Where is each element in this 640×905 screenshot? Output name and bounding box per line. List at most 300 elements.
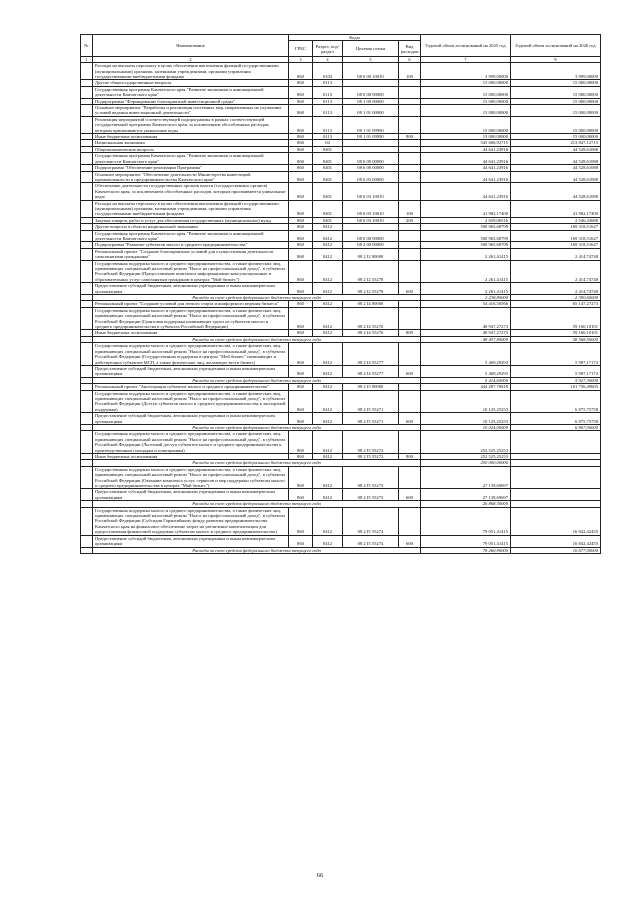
note-amount-2025: 10 024,00000 <box>421 424 511 430</box>
table-row <box>81 183 601 200</box>
amount-2026: 5 987,17172 <box>511 365 601 377</box>
grbs-code: 860 <box>289 183 313 200</box>
expense-type-code <box>399 183 421 200</box>
table-row <box>81 307 601 330</box>
amount-2025: 15 000,00000 <box>421 80 511 86</box>
grbs-code: 860 <box>289 384 313 390</box>
razdel-code: 0412 <box>313 454 343 460</box>
note-amount-2025: 48 457,80000 <box>421 336 511 342</box>
expense-type-code: 200 <box>399 217 421 223</box>
target-article-code: 08 2 I5 55273 <box>343 466 399 489</box>
note-amount-2025: 78 260,90000 <box>421 547 511 553</box>
note-amount-2026: 6 807,00000 <box>511 424 601 430</box>
note-amount-2025: 2 238,80000 <box>421 295 511 301</box>
amount-2025: 10 125,25253 <box>421 390 511 413</box>
row-num-cell <box>81 105 93 117</box>
grbs-code: 860 <box>289 466 313 489</box>
item-name: Основное мероприятие "Обеспечение деятельности Министерства инвестиций, промышленности и предпринимательства Камчатского края" <box>93 171 289 183</box>
col-number: 6 <box>399 57 421 63</box>
target-article-code: 08 6 03 10010 <box>343 183 399 200</box>
expense-type-code <box>399 171 421 183</box>
grbs-code: 860 <box>289 171 313 183</box>
note-amount-2026: 5 927,30000 <box>511 377 601 383</box>
row-num-cell <box>81 63 93 80</box>
grbs-code: 860 <box>289 200 313 217</box>
amount-2026: 15 000,00000 <box>511 105 601 117</box>
target-article-code: 08 2 I2 00000 <box>343 248 399 260</box>
amount-2025: 500 965,68799 <box>421 242 511 248</box>
amount-2025: 41 982,17400 <box>421 200 511 217</box>
razdel-code: 0401 <box>313 165 343 171</box>
razdel-code: 0412 <box>313 489 343 501</box>
item-name: Государственная поддержка малого и среднего предпринимательства, а также физических лиц, применяющих специальный налоговый режим "Налог на профессиональный доход", в субъектах Российской Федерации (Доступ субъектов малого и среднего предпринимательства к экспортной поддержке) <box>93 390 289 413</box>
target-article-code: 08 2 I5 55274 <box>343 507 399 535</box>
target-article-code: 08 2 I4 55276 <box>343 307 399 330</box>
note-amount-2026: 2 390,60000 <box>511 295 601 301</box>
razdel-code: 0412 <box>313 260 343 283</box>
item-name: Иные бюджетные ассигнования <box>93 454 289 460</box>
item-name: Государственная поддержка малого и среднего предпринимательства, а также физических лиц, применяющих специальный налоговый режим "Налог на профессиональный доход", в субъектах Российской Федерации (Государственная поддержка в центрах "Мой бизнес" начинающих и действующих субъектов МСП, а также физических лиц, желающих вести бизнес) <box>93 343 289 366</box>
razdel-code: 0113 <box>313 105 343 117</box>
grbs-code: 860 <box>289 431 313 454</box>
amount-2026: 15 000,00000 <box>511 134 601 140</box>
razdel-code: 0113 <box>313 98 343 104</box>
table-row <box>81 105 601 117</box>
item-name: Подпрограмма "Развитие субъектов малого и среднего предпринимательства" <box>93 242 289 248</box>
grbs-code: 860 <box>289 146 313 152</box>
target-article-code: 08 2 I4 55277 <box>343 343 399 366</box>
item-name: Государственная программа Камчатского края "Развитие экономики и инновационной деятельности Камчатского края" <box>93 153 289 165</box>
row-num-cell <box>81 183 93 200</box>
item-name: Государственная поддержка малого и среднего предпринимательства, а также физических лиц, применяющих специальный налоговый режим "Налог на профессиональный доход", в субъектах Российской Федерации (Предоставление комплекса информационно-консультационных и образовательных услуг самозанятым гражданам в центрах "Мой бизнес") <box>93 260 289 283</box>
amount-2025: 44 641,23916 <box>421 171 511 183</box>
amount-2025: 44 641,23916 <box>421 153 511 165</box>
amount-2025: 500 965,68799 <box>421 224 511 230</box>
item-name: Государственная программа Камчатского края "Развитие экономики и инновационной деятельности Камчатского края" <box>93 230 289 242</box>
row-num-cell <box>81 230 93 242</box>
target-article-code: 08 2 I5 55271 <box>343 413 399 425</box>
table-row <box>81 63 601 80</box>
razdel-code: 0412 <box>313 230 343 242</box>
amount-2025: 79 051,41415 <box>421 535 511 547</box>
table-row <box>81 466 601 489</box>
col-num-header: № <box>81 35 93 57</box>
razdel-code: 0412 <box>313 365 343 377</box>
note-amount-2025: 250 000,00000 <box>421 460 511 466</box>
grbs-code: 860 <box>289 390 313 413</box>
col-grbs-header: ГРБС <box>289 41 313 57</box>
item-name: Региональный проект "Создание благоприятных условий для осуществления деятельности самозанятыми гражданами" <box>93 248 289 260</box>
target-article-code: 08 2 I2 55278 <box>343 283 399 295</box>
item-name: Реализация мероприятий соответствующей подпрограммы в рамках соответствующей государственной программы Камчатского края, за исключением обособленных расходов, которым присваиваются уникальные коды <box>93 116 289 133</box>
budget-sheet <box>80 34 600 554</box>
item-name: Государственная поддержка малого и среднего предпринимательства, а также физических лиц, применяющих специальный налоговый режим "Налог на профессиональный доход", в субъектах Российской Федерации (Грантовая поддержка начинающих групп из субъектов малого и среднего предпринимательства в субъектах Российской Федерации) <box>93 307 289 330</box>
target-article-code: 08 1 01 00000 <box>343 105 399 117</box>
razdel-code: 0412 <box>313 384 343 390</box>
amount-2025: 444 287,76818 <box>421 384 511 390</box>
amount-2025: 27 139,69697 <box>421 489 511 501</box>
amount-2026: 6 875,75758 <box>511 390 601 413</box>
razdel-code: 0412 <box>313 242 343 248</box>
table-row <box>81 116 601 133</box>
amount-2026: 5 987,17172 <box>511 343 601 366</box>
row-num-cell <box>81 431 93 454</box>
target-article-code: 08 6 00 10010 <box>343 63 399 80</box>
row-num-cell <box>81 260 93 283</box>
expense-type-code: 600 <box>399 413 421 425</box>
expense-type-code <box>399 307 421 330</box>
target-article-code: 08 0 00 00000 <box>343 153 399 165</box>
target-article-code: 08 6 00 00000 <box>343 165 399 171</box>
item-name: Другие вопросы в области национальной экономики <box>93 224 289 230</box>
item-name: Иные бюджетные ассигнования <box>93 330 289 336</box>
amount-2025: 48 947,27273 <box>421 307 511 330</box>
grbs-code: 860 <box>289 230 313 242</box>
grbs-code: 860 <box>289 535 313 547</box>
row-num-cell <box>81 413 93 425</box>
table-row <box>81 200 601 217</box>
grbs-code: 860 <box>289 98 313 104</box>
expense-type-code: 800 <box>399 330 421 336</box>
amount-2025: 15 000,00000 <box>421 86 511 98</box>
amount-2026: 44 528,61088 <box>511 146 601 152</box>
amount-2026: 16 842,42455 <box>511 535 601 547</box>
table-row <box>81 230 601 242</box>
amount-2025: 10 125,25253 <box>421 413 511 425</box>
razdel-code: 0412 <box>313 330 343 336</box>
amount-2026: 15 000,00000 <box>511 116 601 133</box>
razdel-code: 0401 <box>313 200 343 217</box>
amount-2026: 169 318,51627 <box>511 242 601 248</box>
row-num-cell <box>81 365 93 377</box>
razdel-code: 0412 <box>313 224 343 230</box>
col-number: 1 <box>81 57 93 63</box>
col-vid-header: Вид расходов <box>399 41 421 57</box>
grbs-code: 860 <box>289 86 313 98</box>
table-row <box>81 365 601 377</box>
razdel-code: 04 <box>313 140 343 146</box>
grbs-code: 860 <box>289 217 313 223</box>
amount-2026: 101 756,49605 <box>511 384 601 390</box>
amount-2025: 48 947,27273 <box>421 330 511 336</box>
expense-type-code <box>399 153 421 165</box>
row-num-cell <box>81 248 93 260</box>
item-name: Закупка товаров, работ и услуг для обеспечения государственных (муниципальных) нужд <box>93 217 289 223</box>
row-num-cell <box>81 307 93 330</box>
item-name: Предоставление субсидий бюджетным, автономным учреждениям и иным некоммерческим организациям <box>93 283 289 295</box>
row-num-cell <box>81 283 93 295</box>
item-name: Подпрограмма "Формирование благоприятной инвестиционной среды" <box>93 98 289 104</box>
target-article-code: 08 6 03 10010 <box>343 200 399 217</box>
grbs-code: 860 <box>289 507 313 535</box>
expense-type-code: 600 <box>399 535 421 547</box>
grbs-code: 860 <box>289 140 313 146</box>
target-article-code: 08 6 03 00000 <box>343 171 399 183</box>
item-name: Предоставление субсидий бюджетным, автономным учреждениям и иным некоммерческим организациям <box>93 365 289 377</box>
razdel-code: 0113 <box>313 86 343 98</box>
note-text: Расходы за счет средств федерального бюджета текущего года <box>93 377 421 383</box>
row-num-cell <box>81 547 93 553</box>
amount-2025: 15 000,00000 <box>421 105 511 117</box>
col-number: 8 <box>511 57 601 63</box>
table-row <box>81 413 601 425</box>
razdel-code: 0412 <box>313 301 343 307</box>
target-article-code: 08 2 I5 55271 <box>343 390 399 413</box>
table-row <box>81 390 601 413</box>
target-article-code: 08 2 I4 55276 <box>343 330 399 336</box>
item-name: Предоставление субсидий бюджетным, автономным учреждениям и иным некоммерческим организациям <box>93 489 289 501</box>
col-number: 7 <box>421 57 511 63</box>
amount-2026: 2 414,74748 <box>511 248 601 260</box>
table-header <box>81 35 601 63</box>
amount-2025: 5 469,29293 <box>421 343 511 366</box>
target-article-code: 08 2 I5 55272 <box>343 454 399 460</box>
razdel-code: 0412 <box>313 248 343 260</box>
note-text: Расходы за счет средств федерального бюджета текущего года <box>93 501 421 507</box>
target-article-code: 08 1 01 09990 <box>343 116 399 133</box>
amount-2026: 213 847,12715 <box>511 140 601 146</box>
expense-type-code <box>399 431 421 454</box>
grbs-code: 860 <box>289 63 313 80</box>
amount-2026 <box>511 431 601 454</box>
grbs-code: 860 <box>289 307 313 330</box>
note-text: Расходы за счет средств федерального бюджета текущего года <box>93 424 421 430</box>
amount-2025: 3 999,00000 <box>421 63 511 80</box>
razdel-code: 0113 <box>313 80 343 86</box>
col-tselevaya-header: Целевая статья <box>343 41 399 57</box>
expense-type-code <box>399 248 421 260</box>
row-num-cell <box>81 343 93 366</box>
grbs-code: 860 <box>289 80 313 86</box>
table-row <box>81 535 601 547</box>
target-article-code: 08 2 I4 55277 <box>343 365 399 377</box>
razdel-code: 0412 <box>313 466 343 489</box>
grbs-code: 860 <box>289 260 313 283</box>
razdel-code: 0412 <box>313 535 343 547</box>
budget-table <box>80 34 601 554</box>
page-number: 66 <box>316 872 324 879</box>
expense-type-code <box>399 343 421 366</box>
razdel-code: 0113 <box>313 134 343 140</box>
item-name: Подпрограмма "Обеспечение реализации Программы" <box>93 165 289 171</box>
amount-2025: 545 606,92715 <box>421 140 511 146</box>
amount-2026: 3 999,00000 <box>511 63 601 80</box>
item-name: Иные бюджетные ассигнования <box>93 134 289 140</box>
amount-2026 <box>511 489 601 501</box>
expense-type-code: 100 <box>399 63 421 80</box>
razdel-code: 0412 <box>313 390 343 413</box>
expense-type-code <box>399 116 421 133</box>
razdel-code: 0412 <box>313 507 343 535</box>
razdel-code: 0401 <box>313 171 343 183</box>
amount-2026: 6 875,75758 <box>511 413 601 425</box>
grbs-code: 860 <box>289 116 313 133</box>
row-num-cell <box>81 200 93 217</box>
item-name: Региональный проект "Акселерация субъектов малого и среднего предпринимательства" <box>93 384 289 390</box>
grbs-code: 860 <box>289 248 313 260</box>
amount-2026: 2 414,74748 <box>511 283 601 295</box>
note-text: Расходы за счет средств федерального бюджета текущего года <box>93 547 421 553</box>
row-num-cell <box>81 153 93 165</box>
expense-type-code <box>399 466 421 489</box>
amount-2025: 2 261,41415 <box>421 248 511 260</box>
row-num-cell <box>81 489 93 501</box>
razdel-code: 0401 <box>313 153 343 165</box>
amount-2026: 15 000,00000 <box>511 86 601 98</box>
grbs-code: 860 <box>289 134 313 140</box>
target-article-code: 08 2 00 00000 <box>343 242 399 248</box>
target-article-code: 08 2 I5 00000 <box>343 384 399 390</box>
amount-2026: 41 982,17400 <box>511 200 601 217</box>
amount-2025: 44 641,23916 <box>421 146 511 152</box>
note-amount-2026: 58 568,50000 <box>511 336 601 342</box>
item-name: Региональный проект "Создание условий для легкого старта и комфортного ведения бизнеса" <box>93 301 289 307</box>
col-number: 4 <box>313 57 343 63</box>
amount-2026: 16 842,42455 <box>511 507 601 535</box>
razdel-code: 0412 <box>313 343 343 366</box>
item-name: Основное мероприятие "Разработка и реализация системных мер, направленных на улучшение условий ведения инвестиционной деятельности" <box>93 105 289 117</box>
item-name: Государственная поддержка малого и среднего предпринимательства, а также физических лиц, применяющих специальный налоговый режим "Налог на профессиональный доход", в субъектах Российской Федерации (Оказание комплекса услуг, сервисов и мер поддержки субъектам малого и среднего предпринимательства в центрах "Мой бизнес") <box>93 466 289 489</box>
expense-type-code <box>399 260 421 283</box>
table-row <box>81 283 601 295</box>
razdel-code: 0401 <box>313 217 343 223</box>
table-row <box>81 489 601 501</box>
target-article-code: 08 1 00 00000 <box>343 98 399 104</box>
amount-2025: 2 659,06516 <box>421 217 511 223</box>
codes-header: Коды <box>289 35 421 41</box>
row-num-cell <box>81 86 93 98</box>
grbs-code: 860 <box>289 153 313 165</box>
razdel-code: 0104 <box>313 63 343 80</box>
amount-2026: 44 528,61088 <box>511 183 601 200</box>
grbs-code: 860 <box>289 343 313 366</box>
grbs-code: 860 <box>289 165 313 171</box>
amount-2025: 54 416,50566 <box>421 301 511 307</box>
expense-type-code <box>399 86 421 98</box>
target-article-code: 08 2 I5 55272 <box>343 431 399 454</box>
amount-2025: 2 261,41415 <box>421 283 511 295</box>
table-row <box>81 343 601 366</box>
amount-2025: 252 525,25253 <box>421 431 511 454</box>
target-article-code: 08 2 I2 55278 <box>343 260 399 283</box>
amount-2026: 2 546,43688 <box>511 217 601 223</box>
col-name-header: Наименование <box>93 35 289 57</box>
federal-budget-note-row <box>81 547 601 553</box>
col-number: 3 <box>289 57 313 63</box>
amount-2026: 15 000,00000 <box>511 98 601 104</box>
note-amount-2025: 5 414,60000 <box>421 377 511 383</box>
expense-type-code: 600 <box>399 365 421 377</box>
expense-type-code <box>399 390 421 413</box>
item-name: Обеспечение деятельности государственных органов власти (государственных органов) Камчатского края, за исключением обособленных расходов, которым присваиваются уникальные коды <box>93 183 289 200</box>
amount-2026: 44 528,61088 <box>511 153 601 165</box>
amount-2026: 44 528,61088 <box>511 165 601 171</box>
amount-2026: 169 318,51627 <box>511 230 601 242</box>
razdel-code: 0412 <box>313 307 343 330</box>
razdel-code: 0412 <box>313 431 343 454</box>
amount-2025: 500 965,68799 <box>421 230 511 242</box>
table-row <box>81 86 601 98</box>
amount-2025: 44 641,23916 <box>421 183 511 200</box>
target-article-code: 08 2 I5 55273 <box>343 489 399 501</box>
table-body <box>81 63 601 554</box>
col-2026-header: Годовой объем ассигнований на 2026 год <box>511 35 601 57</box>
grbs-code: 860 <box>289 301 313 307</box>
grbs-code: 860 <box>289 330 313 336</box>
table-row <box>81 153 601 165</box>
amount-2025: 2 261,41415 <box>421 260 511 283</box>
expense-type-code <box>399 105 421 117</box>
expense-type-code: 800 <box>399 454 421 460</box>
amount-2025: 27 139,69697 <box>421 466 511 489</box>
item-name: Общеэкономические вопросы <box>93 146 289 152</box>
note-text: Расходы за счет средств федерального бюджета текущего года <box>93 460 421 466</box>
table-row <box>81 171 601 183</box>
target-article-code: 08 2 I5 55274 <box>343 535 399 547</box>
amount-2025: 15 000,00000 <box>421 134 511 140</box>
table-row <box>81 507 601 535</box>
table-row <box>81 260 601 283</box>
grbs-code: 860 <box>289 365 313 377</box>
table-row <box>81 431 601 454</box>
amount-2025: 5 469,29293 <box>421 365 511 377</box>
col-number: 5 <box>343 57 399 63</box>
razdel-code: 0401 <box>313 146 343 152</box>
item-name: Государственная поддержка малого и среднего предпринимательства, а также физических лиц, применяющих специальный налоговый режим "Налог на профессиональный доход", в субъектах Российской Федерации (Льготный доступ субъектов малого и среднего предпринимательства к производственным площадям и помещениям) <box>93 431 289 454</box>
amount-2026: 44 528,61088 <box>511 171 601 183</box>
target-article-code: 08 2 I4 00000 <box>343 301 399 307</box>
grbs-code: 860 <box>289 283 313 295</box>
expense-type-code <box>399 507 421 535</box>
grbs-code: 860 <box>289 224 313 230</box>
amount-2026: 59 160,10101 <box>511 307 601 330</box>
note-text: Расходы за счет средств федерального бюджета текущего года <box>93 295 421 301</box>
target-article-code: 08 1 01 09990 <box>343 134 399 140</box>
row-num-cell <box>81 390 93 413</box>
amount-2026: 59 160,10101 <box>511 330 601 336</box>
razdel-code: 0113 <box>313 116 343 133</box>
razdel-code: 0412 <box>313 283 343 295</box>
item-name: Расходы на выплаты персоналу в целях обеспечения выполнения функций государственными (муниципальными) органами, казенными учреждениями, органами управления государственными внебюджетными фондами <box>93 63 289 80</box>
row-num-cell <box>81 171 93 183</box>
item-name: Предоставление субсидий бюджетным, автономным учреждениям и иным некоммерческим организациям <box>93 535 289 547</box>
grbs-code: 860 <box>289 105 313 117</box>
razdel-code: 0412 <box>313 413 343 425</box>
expense-type-code: 100 <box>399 200 421 217</box>
amount-2026: 169 318,51627 <box>511 224 601 230</box>
amount-2026: 2 414,74748 <box>511 260 601 283</box>
item-name: Расходы на выплаты персоналу в целях обеспечения выполнения функций государственными (муниципальными) органами, казенными учреждениями, органами управления государственными внебюджетными фондами <box>93 200 289 217</box>
item-name: Национальная экономика <box>93 140 289 146</box>
col-number: 2 <box>93 57 289 63</box>
amount-2025: 44 641,23916 <box>421 165 511 171</box>
target-article-code: 08 6 03 10010 <box>343 217 399 223</box>
amount-2025: 15 000,00000 <box>421 98 511 104</box>
table-row <box>81 248 601 260</box>
item-name: Государственная поддержка малого и среднего предпринимательства, а также физических лиц, применяющих специальный налоговый режим "Налог на профессиональный доход", в субъектах Российской Федерации (Субсидия Гарантийному фонду развития предпринимательства Камчатского края на финансовое обеспечение затрат на увеличение капитализации для предоставления финансовой поддержки субъектам малого и среднего предпринимательства) <box>93 507 289 535</box>
note-amount-2026: 16 677,00000 <box>511 547 601 553</box>
razdel-code: 0401 <box>313 183 343 200</box>
grbs-code: 860 <box>289 489 313 501</box>
col-razdel-header: Раздел, под-раздел <box>313 41 343 57</box>
note-text: Расходы за счет средств федерального бюджета текущего года <box>93 336 421 342</box>
amount-2026: 15 000,00000 <box>511 80 601 86</box>
expense-type-code: 800 <box>399 134 421 140</box>
amount-2025: 79 051,41415 <box>421 507 511 535</box>
item-name: Государственная программа Камчатского края "Развитие экономики и инновационной деятельности Камчатского края" <box>93 86 289 98</box>
grbs-code: 860 <box>289 454 313 460</box>
item-name: Предоставление субсидий бюджетным, автономным учреждениям и иным некоммерческим организациям <box>93 413 289 425</box>
